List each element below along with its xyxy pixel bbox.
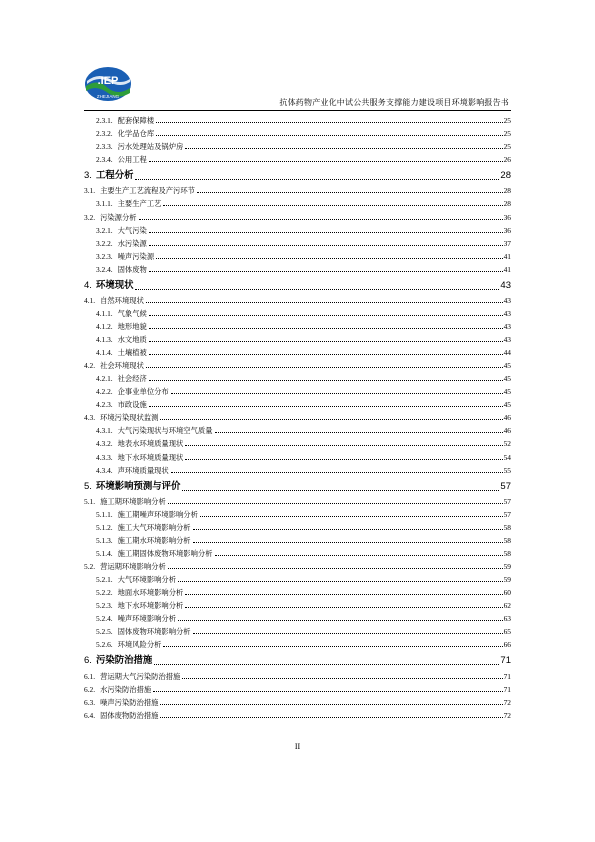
toc-dot-leader: [149, 354, 503, 355]
toc-entry-page: 45: [503, 374, 511, 384]
toc-entry[interactable]: [84, 195, 511, 208]
toc-dot-leader: [149, 406, 503, 407]
toc-entry-number: 4.1.2.: [96, 322, 113, 332]
toc-entry-number: 3.2.3.: [96, 251, 113, 261]
toc-entry-page: 43: [503, 322, 511, 332]
toc-entry[interactable]: [84, 208, 511, 221]
toc-entry-page: 59: [503, 562, 511, 572]
toc-entry-number: 6.2.: [84, 684, 96, 694]
toc-entry-title: 水污染源: [117, 238, 147, 248]
toc-dot-leader: [163, 646, 502, 647]
toc-dot-leader: [185, 607, 502, 608]
toc-entry-page: 57: [503, 509, 511, 519]
toc-entry-page: 58: [503, 548, 511, 558]
toc-entry-number: 4.1.4.: [96, 348, 113, 358]
toc-entry-page: 43: [503, 335, 511, 345]
toc-entry-number: 5.2.6.: [96, 640, 113, 650]
toc-entry-number: 5.2.5.: [96, 627, 113, 637]
toc-entry-title: 地下水环境质量现状: [117, 452, 184, 462]
toc-dot-leader: [149, 232, 503, 233]
toc-entry-title: 固体废物环境影响分析: [117, 627, 191, 637]
toc-entry-page: 41: [503, 264, 511, 274]
toc-entry-number: 6.3.: [84, 697, 96, 707]
toc-entry-number: 2.3.1.: [96, 116, 113, 126]
toc-entry[interactable]: [84, 707, 511, 720]
toc-entry-title: 环境影响预测与评价: [95, 480, 181, 492]
toc-entry-number: 4.3.2.: [96, 439, 113, 449]
toc-entry-page: 43: [500, 279, 511, 291]
toc-dot-leader: [156, 122, 502, 123]
toc-entry[interactable]: [84, 182, 511, 195]
toc-entry[interactable]: [84, 357, 511, 370]
toc-entry[interactable]: [84, 584, 511, 597]
toc-entry-number: 6.: [84, 655, 92, 667]
toc-entry-page: 58: [503, 535, 511, 545]
toc-dot-leader: [182, 490, 499, 491]
toc-dot-leader: [163, 205, 502, 206]
toc-entry-number: 5.1.: [84, 496, 96, 506]
toc-dot-leader: [185, 445, 502, 446]
toc-entry-title: 环境风险分析: [117, 640, 162, 650]
toc-entry-number: 6.1.: [84, 671, 96, 681]
toc-entry-number: 5.: [84, 480, 92, 492]
toc-dot-leader: [149, 161, 503, 162]
toc-dot-leader: [185, 459, 502, 460]
toc-entry[interactable]: [84, 435, 511, 448]
toc-entry-title: 固体废物: [117, 264, 147, 274]
toc-dot-leader: [149, 380, 503, 381]
toc-dot-leader: [178, 620, 503, 621]
toc-entry-page: 25: [503, 129, 511, 139]
report-header-title: 抗体药物产业化中试公共服务支撑能力建设项目环境影响报告书: [279, 98, 509, 107]
toc-entry-number: 4.: [84, 279, 92, 291]
toc-entry-title: 主要生产工艺: [117, 199, 162, 209]
toc-entry-page: 63: [503, 614, 511, 624]
toc-entry-page: 62: [503, 601, 511, 611]
toc-entry-title: 营运期环境影响分析: [100, 562, 166, 572]
toc-entry-title: 水文地质: [117, 335, 147, 345]
logo-subtext: ZHEJIANG: [96, 94, 120, 99]
toc-entry-page: 52: [503, 439, 511, 449]
toc-entry[interactable]: [84, 292, 511, 305]
toc-dot-leader: [149, 271, 503, 272]
toc-entry-page: 55: [503, 465, 511, 475]
toc-entry-page: 46: [503, 413, 511, 423]
toc-dot-leader: [135, 289, 499, 290]
toc-dot-leader: [200, 516, 503, 517]
toc-entry-title: 公用工程: [117, 155, 147, 165]
toc-entry[interactable]: [84, 545, 511, 558]
toc-entry-number: 3.2.2.: [96, 238, 113, 248]
toc-entry-number: 3.2.4.: [96, 264, 113, 274]
toc-entry-title: 噪声环境影响分析: [117, 614, 177, 624]
toc-entry-number: 4.2.2.: [96, 387, 113, 397]
toc-dot-leader: [149, 315, 503, 316]
toc-entry-page: 43: [503, 295, 511, 305]
toc-entry-title: 施工期环境影响分析: [100, 496, 166, 506]
toc-entry-number: 5.2.3.: [96, 601, 113, 611]
toc-entry[interactable]: [84, 667, 511, 680]
toc-dot-leader: [146, 367, 503, 368]
toc-entry[interactable]: [84, 409, 511, 422]
toc-entry-page: 54: [503, 452, 511, 462]
toc-entry-number: 3.1.1.: [96, 199, 113, 209]
toc-entry[interactable]: [84, 532, 511, 545]
toc-entry-title: 地面水环境影响分析: [117, 588, 184, 598]
toc-entry-title: 污染源分析: [100, 212, 137, 222]
toc-entry-number: 2.3.2.: [96, 129, 113, 139]
toc-entry-title: 市政设施: [117, 400, 147, 410]
toc-entry-number: 3.1.: [84, 186, 96, 196]
toc-entry-page: 57: [503, 496, 511, 506]
toc-dot-leader: [215, 432, 503, 433]
toc-entry-page: 25: [503, 142, 511, 152]
toc-entry-number: 5.1.3.: [96, 535, 113, 545]
toc-dot-leader: [156, 135, 502, 136]
toc-entry[interactable]: [84, 681, 511, 694]
page-number: II: [294, 742, 301, 751]
toc-entry-number: 3.2.1.: [96, 225, 113, 235]
toc-entry[interactable]: [84, 493, 511, 506]
toc-entry-page: 72: [503, 710, 511, 720]
toc-dot-leader: [193, 633, 503, 634]
toc-entry-page: 46: [503, 426, 511, 436]
toc-entry[interactable]: [84, 694, 511, 707]
toc-entry-title: 声环境质量现状: [117, 465, 169, 475]
toc-entry-number: 4.3.1.: [96, 426, 113, 436]
toc-entry-title: 施工大气环境影响分析: [117, 522, 191, 532]
toc-dot-leader: [160, 419, 502, 420]
toc-entry[interactable]: [84, 164, 511, 182]
toc-entry[interactable]: [84, 571, 511, 584]
toc-entry-number: 3.2.: [84, 212, 96, 222]
table-of-contents: [84, 112, 511, 720]
toc-entry-page: 28: [503, 199, 511, 209]
toc-entry-page: 65: [503, 627, 511, 637]
toc-entry-page: 25: [503, 116, 511, 126]
logo-text: .IEP: [97, 75, 119, 87]
toc-entry[interactable]: [84, 318, 511, 331]
toc-entry-page: 26: [503, 155, 511, 165]
toc-entry[interactable]: [84, 462, 511, 475]
toc-entry[interactable]: [84, 151, 511, 164]
toc-entry-title: 地表水环境质量现状: [117, 439, 184, 449]
toc-entry-number: 5.1.1.: [96, 509, 113, 519]
toc-dot-leader: [171, 472, 503, 473]
toc-entry-title: 固体废物防治措施: [100, 710, 159, 720]
toc-entry[interactable]: [84, 519, 511, 532]
toc-entry-title: 大气污染: [117, 225, 147, 235]
toc-dot-leader: [178, 581, 503, 582]
toc-entry-number: 4.1.: [84, 295, 96, 305]
toc-entry-page: 28: [503, 186, 511, 196]
toc-entry-number: 4.1.3.: [96, 335, 113, 345]
toc-entry-title: 施工期噪声环境影响分析: [117, 509, 198, 519]
toc-dot-leader: [135, 179, 499, 180]
toc-entry-title: 企事业单位分布: [117, 387, 169, 397]
toc-entry-number: 4.2.1.: [96, 374, 113, 384]
toc-entry-page: 60: [503, 588, 511, 598]
toc-entry[interactable]: [84, 383, 511, 396]
toc-entry[interactable]: [84, 370, 511, 383]
toc-entry-page: 66: [503, 640, 511, 650]
toc-entry[interactable]: [84, 475, 511, 493]
toc-entry-title: 环境现状: [95, 279, 134, 291]
toc-entry-number: 4.3.4.: [96, 465, 113, 475]
toc-entry[interactable]: [84, 222, 511, 235]
toc-entry-title: 营运期大气污染防治措施: [100, 671, 181, 681]
toc-entry-page: 43: [503, 308, 511, 318]
toc-entry-title: 施工期水环境影响分析: [117, 535, 191, 545]
toc-dot-leader: [197, 192, 503, 193]
toc-entry-number: 5.2.4.: [96, 614, 113, 624]
toc-entry-number: 4.2.: [84, 361, 96, 371]
toc-entry[interactable]: [84, 623, 511, 636]
toc-entry[interactable]: [84, 597, 511, 610]
toc-dot-leader: [156, 258, 502, 259]
toc-entry[interactable]: [84, 396, 511, 409]
toc-entry-title: 大气环境影响分析: [117, 575, 177, 585]
toc-entry-title: 地形地貌: [117, 322, 147, 332]
toc-entry[interactable]: [84, 274, 511, 292]
toc-entry-page: 57: [500, 480, 511, 492]
toc-dot-leader: [149, 245, 503, 246]
toc-entry-number: 5.1.4.: [96, 548, 113, 558]
toc-entry-number: 5.2.: [84, 562, 96, 572]
toc-entry-number: 3.: [84, 170, 92, 182]
toc-entry-page: 37: [503, 238, 511, 248]
toc-dot-leader: [193, 529, 503, 530]
toc-entry-page: 45: [503, 387, 511, 397]
toc-entry-title: 环境污染现状监测: [100, 413, 159, 423]
toc-entry-page: 44: [503, 348, 511, 358]
toc-entry-title: 主要生产工艺流程及产污环节: [100, 186, 195, 196]
toc-dot-leader: [193, 542, 503, 543]
toc-entry-title: 气象气候: [117, 308, 147, 318]
toc-dot-leader: [160, 717, 502, 718]
toc-entry-page: 71: [503, 671, 511, 681]
toc-dot-leader: [146, 302, 503, 303]
toc-entry[interactable]: [84, 138, 511, 151]
toc-entry-title: 社会环境现状: [100, 361, 144, 371]
toc-entry-page: 36: [503, 212, 511, 222]
toc-entry[interactable]: [84, 649, 511, 667]
toc-dot-leader: [185, 148, 502, 149]
toc-entry-title: 自然环境现状: [100, 295, 144, 305]
toc-entry-page: 28: [500, 170, 511, 182]
toc-entry[interactable]: [84, 261, 511, 274]
toc-entry-number: 6.4.: [84, 710, 96, 720]
toc-entry[interactable]: [84, 422, 511, 435]
toc-entry-title: 地下水环境影响分析: [117, 601, 184, 611]
toc-dot-leader: [171, 393, 503, 394]
toc-entry[interactable]: [84, 610, 511, 623]
toc-dot-leader: [149, 328, 503, 329]
toc-entry-title: 污染防治措施: [95, 655, 153, 667]
toc-entry-page: 72: [503, 697, 511, 707]
toc-dot-leader: [160, 704, 502, 705]
toc-entry[interactable]: [84, 506, 511, 519]
header-divider: [84, 110, 511, 111]
toc-entry-page: 36: [503, 225, 511, 235]
toc-entry-page: 59: [503, 575, 511, 585]
toc-entry-number: 2.3.4.: [96, 155, 113, 165]
toc-entry-title: 土壤植被: [117, 348, 147, 358]
toc-entry[interactable]: [84, 125, 511, 138]
toc-dot-leader: [185, 594, 502, 595]
toc-entry[interactable]: [84, 344, 511, 357]
toc-entry-page: 45: [503, 361, 511, 371]
toc-entry-number: 4.1.1.: [96, 308, 113, 318]
toc-entry-page: 71: [500, 655, 511, 667]
toc-entry-title: 水污染防治措施: [100, 684, 152, 694]
iep-logo: [84, 66, 132, 102]
toc-entry-title: 化学品仓库: [117, 129, 155, 139]
toc-entry-title: 噪声污染源: [117, 251, 155, 261]
toc-entry-title: 大气污染现状与环境空气质量: [117, 426, 213, 436]
toc-entry-number: 4.3.3.: [96, 452, 113, 462]
toc-dot-leader: [154, 664, 499, 665]
toc-entry-title: 施工期固体废物环境影响分析: [117, 548, 213, 558]
toc-entry-number: 2.3.3.: [96, 142, 113, 152]
toc-entry[interactable]: [84, 331, 511, 344]
toc-dot-leader: [168, 503, 503, 504]
toc-entry[interactable]: [84, 235, 511, 248]
toc-entry[interactable]: [84, 305, 511, 318]
toc-entry-title: 噪声污染防治措施: [100, 697, 159, 707]
toc-entry-number: 5.1.2.: [96, 522, 113, 532]
toc-entry-page: 41: [503, 251, 511, 261]
toc-entry-number: 4.3.: [84, 413, 96, 423]
toc-entry-page: 71: [503, 684, 511, 694]
toc-dot-leader: [149, 341, 503, 342]
toc-entry[interactable]: [84, 112, 511, 125]
toc-entry[interactable]: [84, 558, 511, 571]
toc-entry[interactable]: [84, 636, 511, 649]
toc-entry-page: 45: [503, 400, 511, 410]
toc-entry-title: 配套保障楼: [117, 116, 155, 126]
toc-entry-title: 污水处理站及锅炉房: [117, 142, 184, 152]
toc-entry-number: 5.2.2.: [96, 588, 113, 598]
toc-dot-leader: [153, 691, 502, 692]
toc-dot-leader: [215, 555, 503, 556]
toc-entry-page: 58: [503, 522, 511, 532]
toc-entry[interactable]: [84, 448, 511, 461]
toc-dot-leader: [168, 568, 503, 569]
toc-dot-leader: [139, 219, 503, 220]
toc-entry-number: 4.2.3.: [96, 400, 113, 410]
toc-dot-leader: [182, 678, 502, 679]
toc-entry-title: 工程分析: [95, 170, 134, 182]
toc-entry[interactable]: [84, 248, 511, 261]
toc-entry-number: 5.2.1.: [96, 575, 113, 585]
toc-entry-title: 社会经济: [117, 374, 147, 384]
